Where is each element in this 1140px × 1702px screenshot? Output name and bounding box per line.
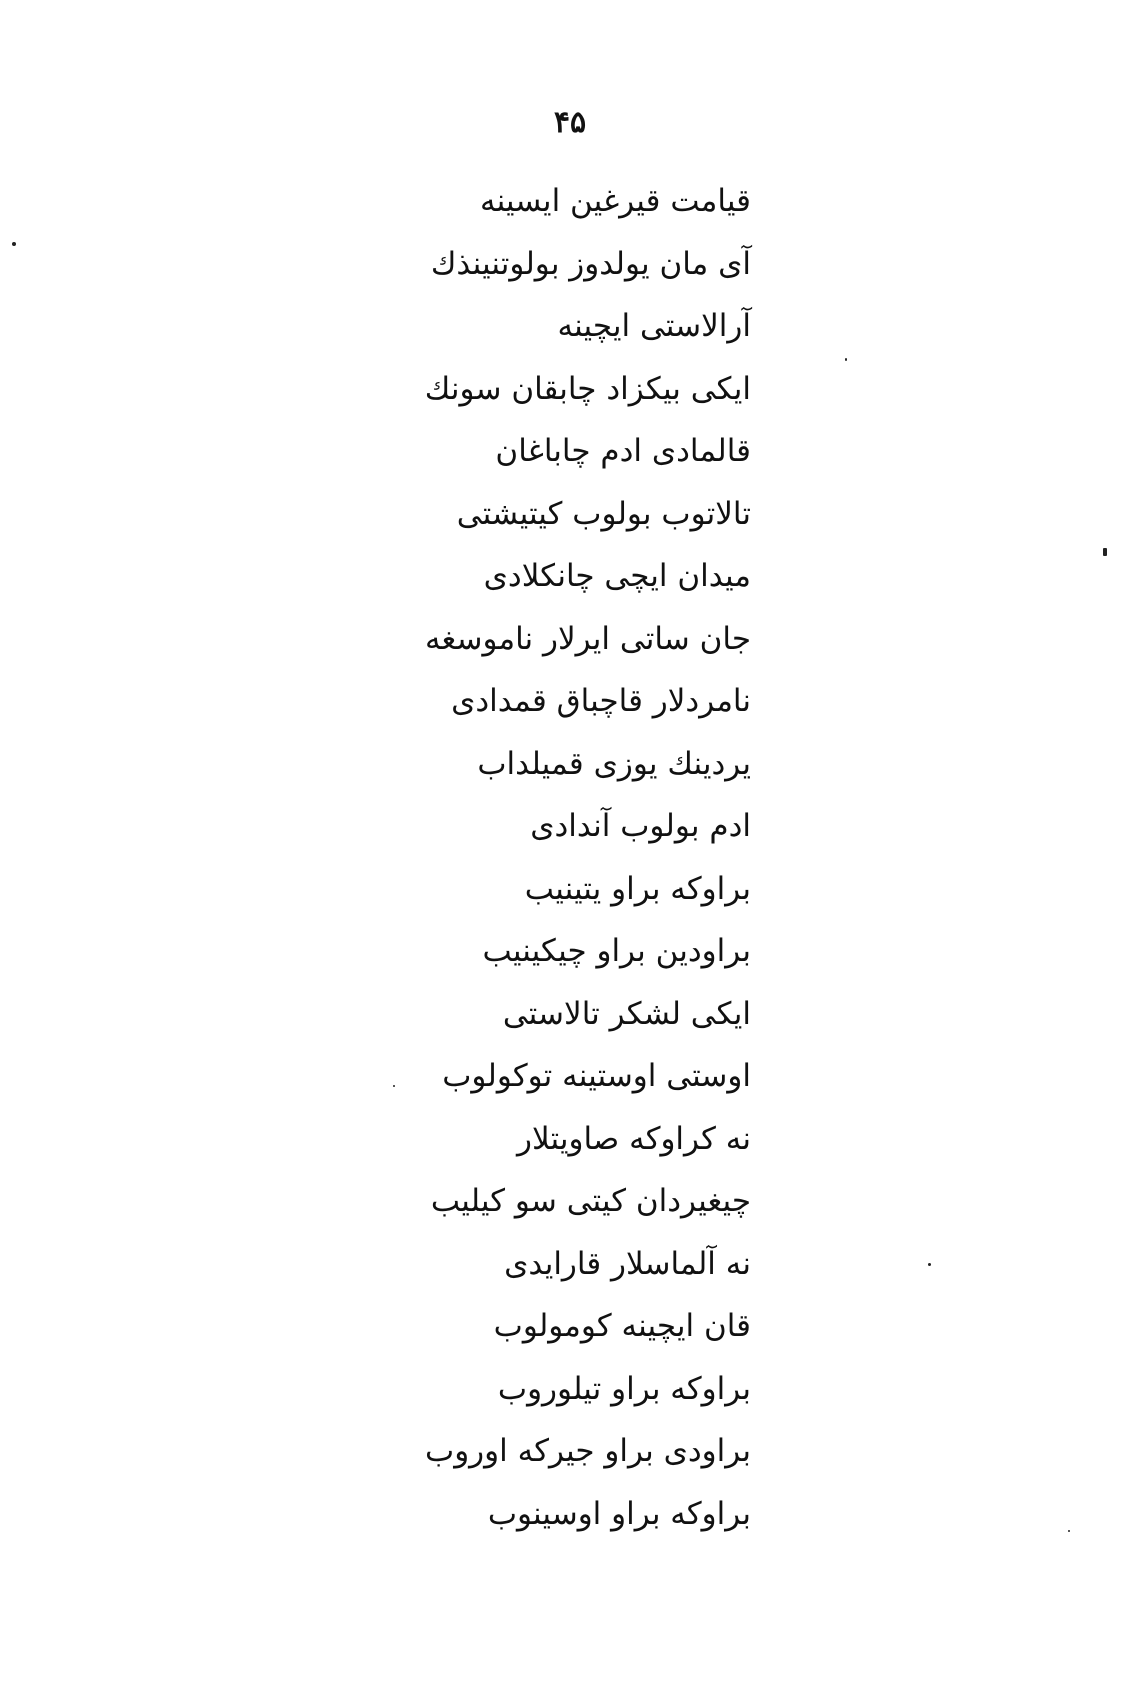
poem-line: تالاتوب بولوب کیتیشتی — [456, 495, 751, 532]
poem-line: آی مان یولدوز بولوتنینذك — [430, 245, 751, 282]
scan-speck — [393, 1085, 395, 1087]
poem-line: قان ایچینه کومولوب — [493, 1308, 751, 1344]
poem-line: براودین براو چیکینیب — [482, 933, 751, 969]
poem-line: ایکی بیکزاد چابقان سونك — [424, 370, 751, 407]
poem-line: براوکه براو یتینیب — [524, 870, 751, 907]
scan-speck — [845, 358, 847, 361]
poem-line: قیامت قیرغین ایسینه — [479, 183, 751, 219]
scan-speck — [12, 242, 16, 246]
poem-line: براوکه براو اوسینوب — [487, 1495, 751, 1532]
poem-line: ایکی لشکر تالاستی — [502, 995, 751, 1032]
scan-speck — [928, 1263, 931, 1266]
scan-speck — [1103, 548, 1107, 556]
poem-line: براوکه براو تیلوروب — [497, 1370, 751, 1407]
poem-line: ادم بولوب آندادی — [530, 808, 751, 844]
poem-line: آرالاستی ایچینه — [557, 308, 751, 344]
poem-line: نامردلار قاچباق قمدادی — [451, 683, 751, 719]
poem-line: میدان ایچی چانکلادی — [483, 558, 751, 594]
poem-line: اوستی اوستینه توکولوب — [442, 1058, 751, 1094]
poem-line: نه آلماسلار قارایدی — [504, 1245, 751, 1282]
scan-speck — [1068, 1530, 1070, 1532]
poem-line: چیغیردان کیتی سو کیلیب — [430, 1183, 751, 1219]
poem-line: جان ساتی ایرلار ناموسغه — [424, 620, 751, 657]
poem-line: یردینك یوزی قمیلداب — [477, 745, 751, 782]
page-number: ۴۵ — [553, 105, 587, 140]
poem-line: نه کراوکه صاویتلار — [517, 1120, 751, 1157]
poem-line: قالمادی ادم چاباغان — [495, 433, 751, 469]
poem-line: براودی براو جیرکه اوروب — [425, 1433, 751, 1469]
poem-text — [331, 170, 751, 1545]
